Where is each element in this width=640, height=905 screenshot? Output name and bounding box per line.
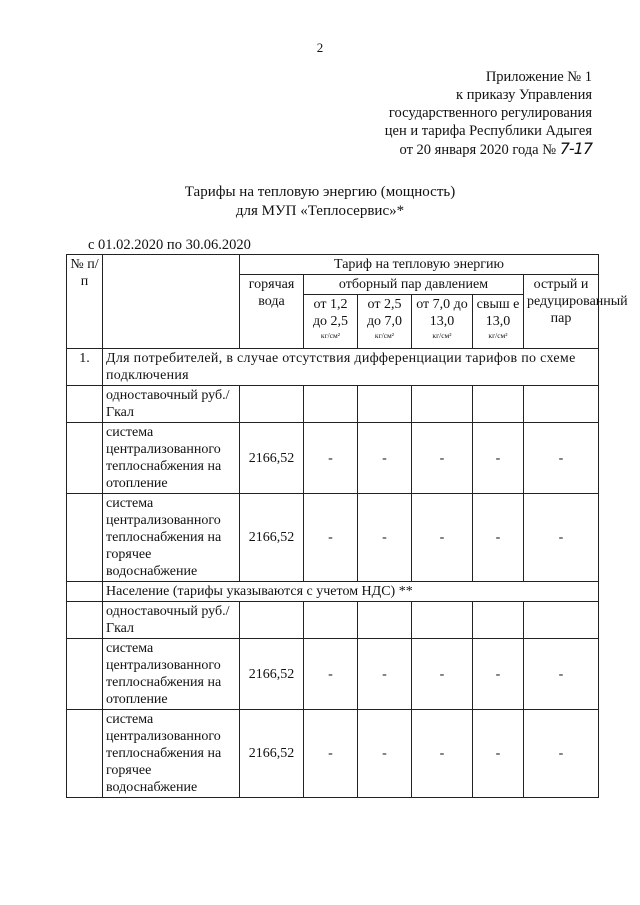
steam-2-value: - <box>358 710 412 798</box>
table-row <box>67 639 599 710</box>
unit-label: кг/см² <box>374 331 395 340</box>
steam-4-value: - <box>473 423 524 494</box>
table-row <box>67 602 599 639</box>
steam-3-value: - <box>412 710 473 798</box>
steam-1-value <box>304 602 358 639</box>
header-num: № п/п <box>67 255 103 349</box>
steam-1-value: - <box>304 494 358 582</box>
sharp-steam-value: - <box>524 710 599 798</box>
appendix-header <box>385 68 592 159</box>
header-hot-water: горячая вода <box>240 275 304 349</box>
order-number-handwritten: 7-17 <box>559 139 592 158</box>
order-date: от 20 января 2020 года № <box>399 142 557 158</box>
hot-water-value <box>240 386 304 423</box>
appendix-line-5 <box>385 140 592 159</box>
table-row <box>67 494 599 582</box>
section-row <box>67 349 599 386</box>
steam-2-value: - <box>358 494 412 582</box>
steam-4-value <box>473 386 524 423</box>
appendix-line-2: к приказу Управления <box>456 87 592 103</box>
header-steam-3 <box>412 295 473 349</box>
sharp-steam-value: - <box>524 423 599 494</box>
hot-water-value: 2166,52 <box>240 494 304 582</box>
hot-water-value: 2166,52 <box>240 639 304 710</box>
hot-water-value: 2166,52 <box>240 423 304 494</box>
title-line-2: для МУП «Теплосервис»* <box>235 203 405 219</box>
row-label: одноставочный руб./Гкал <box>103 386 240 423</box>
sharp-steam-value <box>524 602 599 639</box>
section-number: 1. <box>67 349 103 386</box>
unit-label: кг/см² <box>320 331 341 340</box>
sharp-steam-value <box>524 386 599 423</box>
row-num <box>67 639 103 710</box>
appendix-line-3: государственного регулирования <box>388 105 592 121</box>
steam-2-value <box>358 386 412 423</box>
steam-1-value: - <box>304 710 358 798</box>
row-label: система централизованного теплоснабжения на горячее водоснабжение <box>103 710 240 798</box>
table-row <box>67 710 599 798</box>
row-num <box>67 710 103 798</box>
steam-1-value: - <box>304 423 358 494</box>
header-tariff: Тариф на тепловую энергию <box>240 255 599 275</box>
steam-3-value <box>412 602 473 639</box>
steam-1-range: от 1,2 до 2,5 <box>312 297 349 329</box>
steam-1-value: - <box>304 639 358 710</box>
steam-3-value: - <box>412 639 473 710</box>
steam-4-value <box>473 602 524 639</box>
steam-4-value: - <box>473 639 524 710</box>
steam-2-value: - <box>358 639 412 710</box>
steam-2-range: от 2,5 до 7,0 <box>366 297 403 329</box>
unit-label: кг/см² <box>432 331 452 340</box>
row-label: одноставочный руб./Гкал <box>103 602 240 639</box>
steam-3-value: - <box>412 423 473 494</box>
row-num <box>67 602 103 639</box>
document-title <box>0 183 640 221</box>
header-sharp-steam: острый и редуцированный пар <box>524 275 599 349</box>
section-title: Для потребителей, в случае отсутствия дифференциации тарифов по схеме подключения <box>103 349 599 386</box>
sharp-steam-value: - <box>524 494 599 582</box>
row-num <box>67 386 103 423</box>
steam-3-value: - <box>412 494 473 582</box>
row-label: система централизованного теплоснабжения на отопление <box>103 639 240 710</box>
appendix-line-4: цен и тарифа Республики Адыгея <box>384 123 592 139</box>
steam-3-value <box>412 386 473 423</box>
table-row <box>67 386 599 423</box>
header-blank <box>103 255 240 349</box>
tariff-period: с 01.02.2020 по 30.06.2020 <box>88 237 251 253</box>
steam-3-range: от 7,0 до 13,0 <box>416 297 468 329</box>
section-row <box>67 582 599 602</box>
title-line-1: Тарифы на тепловую энергию (мощность) <box>184 184 456 200</box>
row-num <box>67 494 103 582</box>
table-row <box>67 423 599 494</box>
steam-2-value: - <box>358 423 412 494</box>
steam-4-value: - <box>473 494 524 582</box>
steam-1-value <box>304 386 358 423</box>
row-label: система централизованного теплоснабжения на отопление <box>103 423 240 494</box>
unit-label: кг/см² <box>488 331 508 340</box>
steam-4-value: - <box>473 710 524 798</box>
header-steam-2 <box>358 295 412 349</box>
row-num <box>67 423 103 494</box>
steam-2-value <box>358 602 412 639</box>
hot-water-value: 2166,52 <box>240 710 304 798</box>
section-title: Население (тарифы указываются с учетом НДС) ** <box>103 582 599 602</box>
appendix-line-1: Приложение № 1 <box>485 69 592 85</box>
page-number: 2 <box>316 40 324 55</box>
hot-water-value <box>240 602 304 639</box>
header-steam-4 <box>473 295 524 349</box>
sharp-steam-value: - <box>524 639 599 710</box>
header-steam-group: отборный пар давлением <box>304 275 524 295</box>
tariff-table <box>66 254 628 798</box>
header-steam-1 <box>304 295 358 349</box>
row-label: система централизованного теплоснабжения на горячее водоснабжение <box>103 494 240 582</box>
section-number <box>67 582 103 602</box>
steam-4-range: свыш е 13,0 <box>476 297 520 329</box>
